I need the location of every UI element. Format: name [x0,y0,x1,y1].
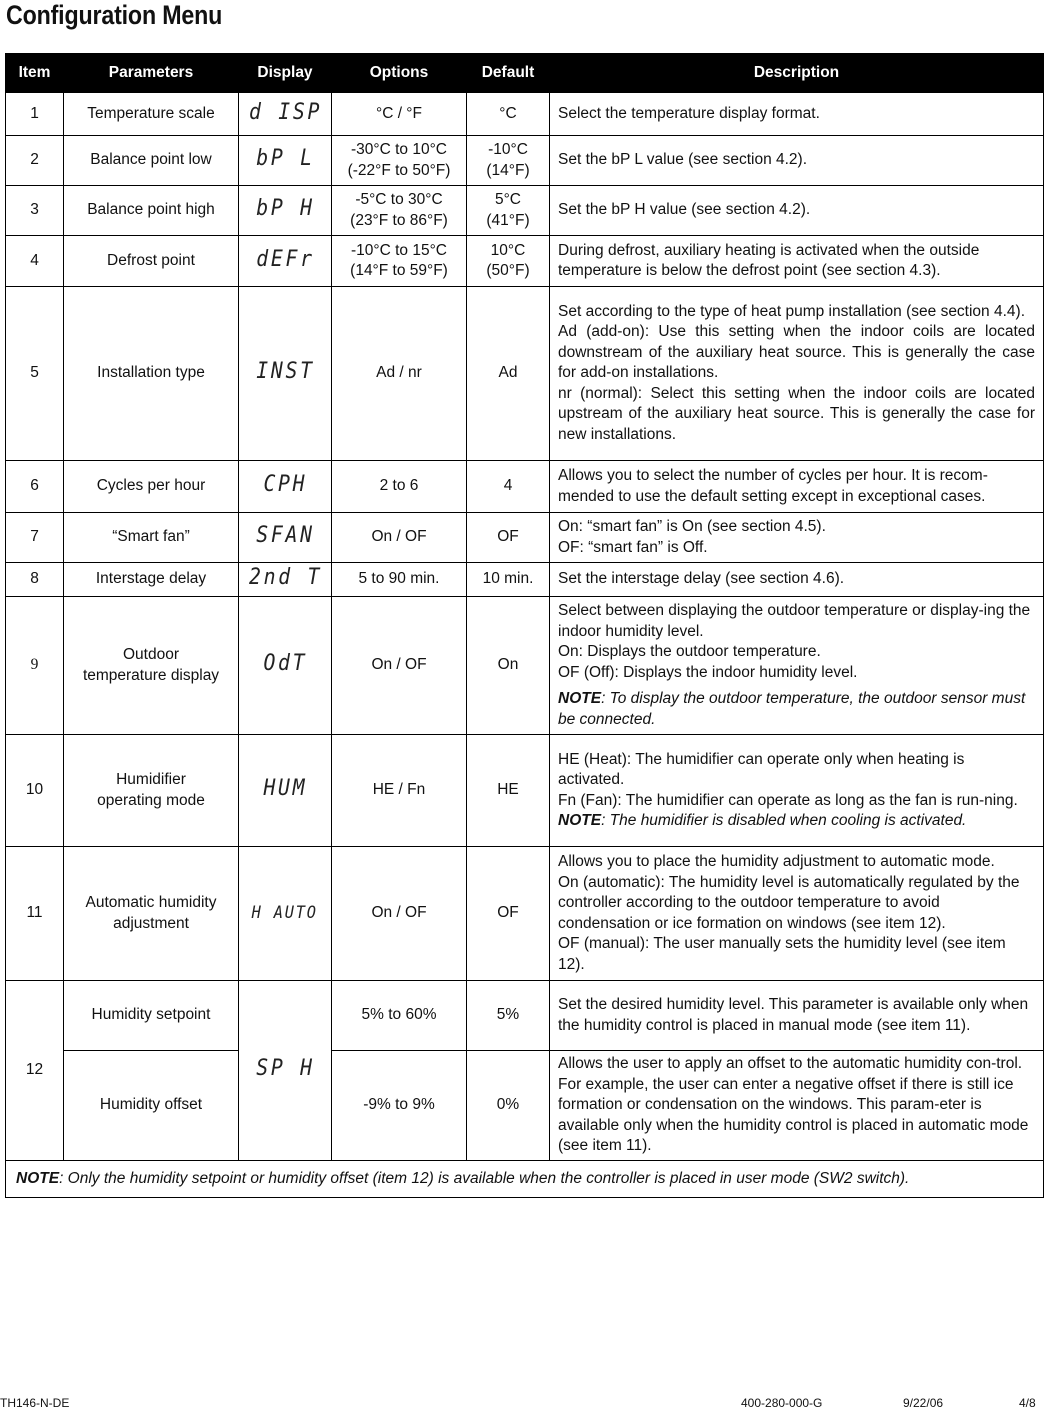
default-line: 5°C [494,191,521,208]
description-line: On: “smart fan” is On (see section 4.5). [558,518,826,535]
options-value: On / OF [332,513,467,563]
item-number: 11 [6,847,64,981]
lcd-display-text: HUM [263,776,307,802]
options-line: (-22°F to 50°F) [347,161,451,179]
description-line: nr (normal): Select this setting when the indoor coils are located upstream of the auxiliary heat source. This is generally the case for new installations. [558,384,1035,443]
note-label: NOTE [558,812,602,829]
display-code [239,136,332,186]
table-row [6,93,1044,136]
lcd-display-text: CPH [263,472,307,498]
parameter-name: Balance point high [64,186,239,236]
lcd-display-text: H AUTO [251,902,319,923]
default-line: (41°F) [486,211,530,229]
description-text: Allows you to select the number of cycles per hour. It is recom-mended to use the default setting except in exceptional cases. [550,461,1044,513]
display-code [239,186,332,236]
description-text: Set the desired humidity level. This parameter is available only when the humidity control is placed in manual mode (see item 11). [550,981,1044,1051]
parameter-name: Humidity offset [64,1051,239,1161]
options-value [332,236,467,287]
default-value: 5% [467,981,550,1051]
footer-part-number: 400-280-000-G [741,1396,823,1410]
footer-date: 9/22/06 [903,1396,944,1410]
parameter-name: Installation type [64,287,239,461]
item-number: 7 [6,513,64,563]
default-value: OF [467,847,550,981]
note-text: : Only the humidity setpoint or humidity offset (item 12) is available when the controller is placed in user mode (SW2 switch). [59,1169,910,1187]
description-line: On (automatic): The humidity level is automatically regulated by the controller according to the outdoor temperature to avoid condensation or ice formation on windows (see item 12). [558,873,1020,932]
options-value: HE / Fn [332,735,467,847]
description-line: OF: “smart fan” is Off. [558,538,708,556]
table-note-row [6,1161,1044,1198]
page-title: Configuration Menu [6,0,223,30]
parameter-name: Interstage delay [64,563,239,597]
table-row [6,735,1044,847]
description-text: Allows the user to apply an offset to the automatic humidity con-trol. For example, the user can enter a negative offset if there is still ice formation or condensation on the windows. This param-eter is available only when the humidity control is placed in automatic mode (see item 11). [550,1051,1044,1161]
parameter-name: Temperature scale [64,93,239,136]
parameter-line: adjustment [113,914,189,932]
display-code [239,735,332,847]
note-label: NOTE [558,690,602,707]
display-code [239,236,332,287]
options-line: -10°C to 15°C [351,241,447,259]
note [558,812,966,829]
default-value: HE [467,735,550,847]
display-code [239,981,332,1161]
default-value: 10 min. [467,563,550,597]
parameter-name [64,847,239,981]
lcd-display-text: 2nd T [249,565,323,591]
note-text: : To display the outdoor temperature, the outdoor sensor must be connected. [558,690,1026,728]
description-text: Set the interstage delay (see section 4.6). [550,563,1044,597]
default-value: 4 [467,461,550,513]
display-code [239,597,332,735]
note-text: : The humidifier is disabled when cooling is activated. [601,812,967,829]
lcd-display-text: d ISP [249,99,323,125]
display-code [239,847,332,981]
parameter-name [64,735,239,847]
description-text: Set the bP H value (see section 4.2). [550,186,1044,236]
item-number: 1 [6,93,64,136]
table-row [6,236,1044,287]
note-label: NOTE [16,1169,60,1187]
item-number: 2 [6,136,64,186]
description-text [550,847,1044,981]
description-line: OF (manual): The user manually sets the humidity level (see item 12). [558,935,1006,973]
table-row [6,981,1044,1051]
display-code [239,287,332,461]
default-value: OF [467,513,550,563]
description-text [550,597,1044,735]
table-row [6,563,1044,597]
item-number: 9 [6,597,64,735]
options-line: -5°C to 30°C [355,191,443,208]
description-text [550,735,1044,847]
lcd-display-text: INST [255,359,315,385]
configuration-table [5,53,1044,1198]
description-text: Select the temperature display format. [550,93,1044,136]
description-text: During defrost, auxiliary heating is activated when the outside temperature is below the defrost point (see section 4.3). [550,236,1044,287]
header-parameters: Parameters [64,54,239,93]
description-line: Set according to the type of heat pump installation (see section 4.4). [558,302,1025,320]
description-line: On: Displays the outdoor temperature. [558,643,821,660]
footer-page-number: 4/8 [1019,1396,1036,1410]
options-value [332,186,467,236]
description-line: OF (Off): Displays the indoor humidity level. [558,663,858,681]
description-line: Ad (add-on): Use this setting when the indoor coils are located downstream of the auxiliary heat source. This is generally the case for add-on installations. [558,323,1035,382]
header-options: Options [332,54,467,93]
description-text [550,287,1044,461]
parameter-line: Automatic humidity [85,894,217,911]
default-value [467,186,550,236]
item-number: 10 [6,735,64,847]
table-note [6,1161,1044,1198]
display-code [239,513,332,563]
table-row [6,287,1044,461]
table-row [6,461,1044,513]
table-row [6,186,1044,236]
table-row [6,847,1044,981]
description-line: Fn (Fan): The humidifier can operate as long as the fan is run-ning. [558,791,1018,809]
default-value [467,236,550,287]
parameter-name: “Smart fan” [64,513,239,563]
table-row [6,1051,1044,1161]
lcd-display-text: bP H [255,196,315,222]
lcd-display-text: SFAN [255,523,315,549]
options-value: Ad / nr [332,287,467,461]
display-code [239,93,332,136]
description-text [550,513,1044,563]
description-line: HE (Heat): The humidifier can operate only when heating is activated. [558,750,965,788]
default-value: 0% [467,1051,550,1161]
item-number: 12 [6,981,64,1161]
header-default: Default [467,54,550,93]
footer-doc-id: TH146-N-DE [0,1396,70,1410]
lcd-display-text: OdT [263,651,307,677]
options-value: °C / °F [332,93,467,136]
default-value: °C [467,93,550,136]
default-line: -10°C [488,141,528,158]
lcd-display-text: SP H [255,1056,315,1082]
default-line: (14°F) [486,161,530,179]
note [558,690,1025,728]
item-number: 8 [6,563,64,597]
parameter-name: Humidity setpoint [64,981,239,1051]
description-text: Set the bP L value (see section 4.2). [550,136,1044,186]
lcd-display-text: dEFr [255,246,315,272]
parameter-line: Outdoor [122,646,179,663]
header-description: Description [550,54,1044,93]
options-value: 5% to 60% [332,981,467,1051]
table-row [6,597,1044,735]
options-value: On / OF [332,597,467,735]
item-number: 6 [6,461,64,513]
default-value: Ad [467,287,550,461]
table-row [6,513,1044,563]
default-line: (50°F) [486,262,530,279]
parameter-name [64,597,239,735]
options-value: -9% to 9% [332,1051,467,1161]
default-line: 10°C [490,241,526,259]
parameter-name: Defrost point [64,236,239,287]
header-item: Item [6,54,64,93]
default-value: On [467,597,550,735]
item-number: 3 [6,186,64,236]
options-value: 2 to 6 [332,461,467,513]
description-line: Select between displaying the outdoor temperature or display-ing the indoor humidity level. [558,602,1031,640]
display-code [239,461,332,513]
header-display: Display [239,54,332,93]
parameter-line: Humidifier [116,771,186,788]
options-line: -30°C to 10°C [351,141,447,158]
item-number: 5 [6,287,64,461]
options-value: On / OF [332,847,467,981]
options-value: 5 to 90 min. [332,563,467,597]
display-code [239,563,332,597]
table-row [6,136,1044,186]
parameter-line: temperature display [82,666,220,684]
parameter-name: Balance point low [64,136,239,186]
table-header-row [6,54,1044,93]
parameter-name: Cycles per hour [64,461,239,513]
parameter-line: operating mode [97,791,205,809]
description-line: Allows you to place the humidity adjustment to automatic mode. [558,853,995,870]
options-line: (23°F to 86°F) [350,211,448,229]
options-value [332,136,467,186]
lcd-display-text: bP L [255,146,315,172]
default-value [467,136,550,186]
options-line: (14°F to 59°F) [350,262,448,279]
item-number: 4 [6,236,64,287]
